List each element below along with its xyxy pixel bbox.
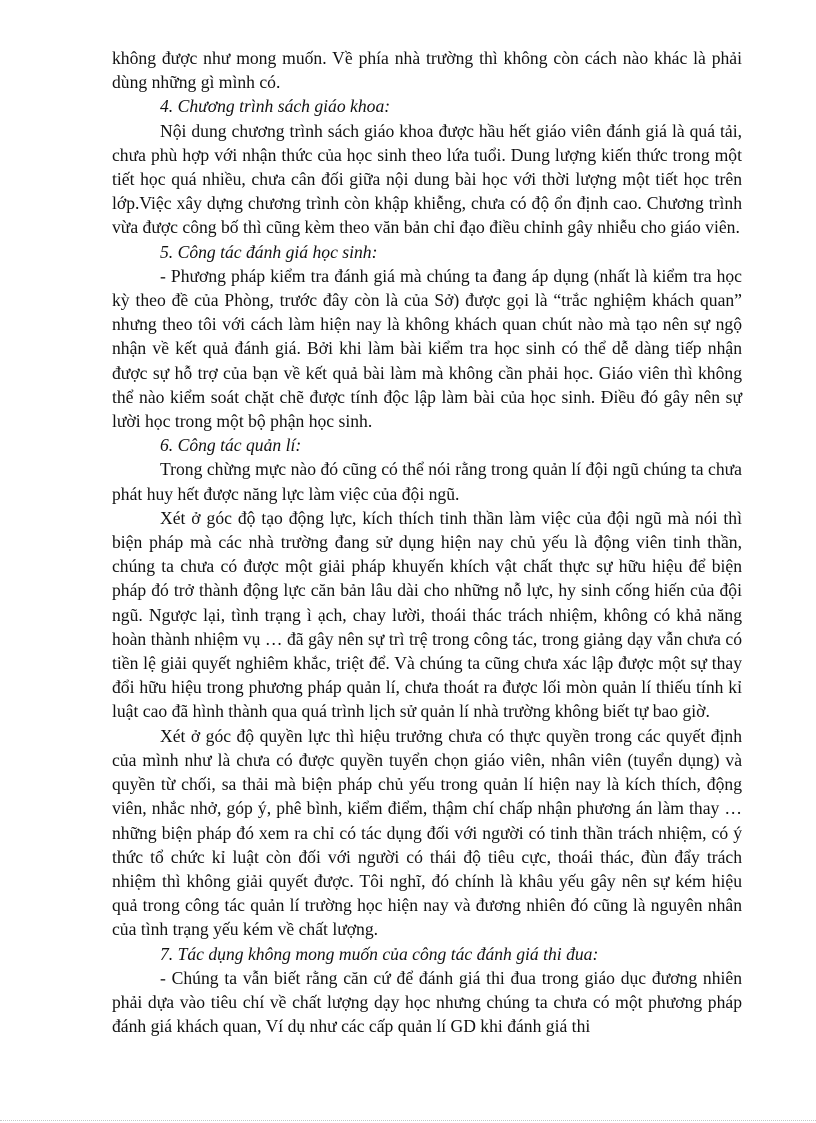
section-heading-5: 5. Công tác đánh giá học sinh:: [160, 241, 378, 262]
section-heading-6: 6. Công tác quản lí:: [160, 435, 302, 456]
paragraph: - Chúng ta vẫn biết rằng căn cứ để đánh giá thi đua trong giáo dục đương nhiên phải dựa vào tiêu chí về chất lượng dạy học nhưng chúng ta chưa có một phương pháp đánh giá khách quan, Ví dụ như các cấp quản lí GD khi đánh giá thi: [112, 967, 742, 1037]
document-page: [112, 46, 742, 1038]
paragraph: Xét ở góc độ quyền lực thì hiệu trưởng chưa có thực quyền trong các quyết định của mình như là chưa có được quyền tuyển chọn giáo viên, nhân viên (tuyển dụng) và quyền từ chối, sa thải mà biện pháp chủ yếu trong quản lí hiện nay là kích thích, động viên, nhắc nhở, góp ý, phê bình, kiểm điểm, thậm chí chấp nhận phương án làm thay … những biện pháp đó xem ra chỉ có tác dụng đối với người có tinh thần trách nhiệm, có ý thức tổ chức kỉ luật còn đối với người có thái độ tiêu cực, thoái thác, đùn đẩy trách nhiệm thì không giải quyết được. Tôi nghĩ, đó chính là khâu yếu gây nên sự kém hiệu quả trong công tác quản lí trường học hiện nay và đương nhiên đó cũng là nguyên nhân của tình trạng yếu kém về chất lượng.: [112, 725, 742, 940]
paragraph: - Phương pháp kiểm tra đánh giá mà chúng ta đang áp dụng (nhất là kiểm tra học kỳ theo đề của Phòng, trước đây còn là của Sở) được gọi là “trắc nghiệm khách quan” nhưng theo tôi với cách làm hiện nay là không khách quan chút nào mà tạo nên sự ngộ nhận về kết quả đánh giá. Bởi khi làm bài kiểm tra học sinh có thể dễ dàng tiếp nhận được sự hỗ trợ của bạn về kết quả bài làm mà không cần phải học. Giáo viên thì không thể nào kiểm soát chặt chẽ được tính độc lập làm bài của học sinh. Điều đó gây nên sự lười học trong một bộ phận học sinh.: [112, 265, 742, 432]
page-bottom-divider: [0, 1120, 816, 1121]
paragraph: Xét ở góc độ tạo động lực, kích thích tinh thần làm việc của đội ngũ mà nói thì biện pháp mà các nhà trường đang sử dụng hiện nay chủ yếu là động viên tinh thần, chúng ta chưa có được một giải pháp khuyến khích vật chất thực sự hữu hiệu để biện pháp đó trở thành động lực căn bản lâu dài cho những nỗ lực, hy sinh cống hiến của đội ngũ. Ngược lại, tình trạng ì ạch, chay lười, thoái thác trách nhiệm, không có khả năng hoàn thành nhiệm vụ … đã gây nên sự trì trệ trong công tác, trong giảng dạy vẫn chưa có tiền lệ giải quyết nghiêm khắc, triệt để. Và chúng ta cũng chưa xác lập được một sự thay đổi hữu hiệu trong phương pháp quản lí, chưa thoát ra được lối mòn quản lí thiếu tính kỉ luật cao đã hình thành qua quá trình lịch sử quản lí nhà trường không biết tự bao giờ.: [112, 507, 742, 722]
section-heading-7: 7. Tác dụng không mong muốn của công tác đánh giá thi đua:: [160, 943, 599, 964]
paragraph: Trong chừng mực nào đó cũng có thể nói rằng trong quản lí đội ngũ chúng ta chưa phát huy hết được năng lực làm việc của đội ngũ.: [112, 459, 742, 504]
section-heading-4: 4. Chương trình sách giáo khoa:: [160, 96, 391, 117]
paragraph: Nội dung chương trình sách giáo khoa được hầu hết giáo viên đánh giá là quá tải, chưa phù hợp với nhận thức của học sinh theo lứa tuổi. Dung lượng kiến thức trong một tiết học quá nhiều, chưa cân đối giữa nội dung bài học với thời lượng một tiết học trên lớp.Việc xây dựng chương trình còn khập khiễng, chưa có độ ổn định cao. Chương trình vừa được công bố thì cũng kèm theo văn bản chỉ đạo điều chỉnh gây nhiễu cho giáo viên.: [112, 120, 742, 238]
paragraph-continued: không được như mong muốn. Về phía nhà trường thì không còn cách nào khác là phải dùng những gì mình có.: [112, 48, 742, 93]
